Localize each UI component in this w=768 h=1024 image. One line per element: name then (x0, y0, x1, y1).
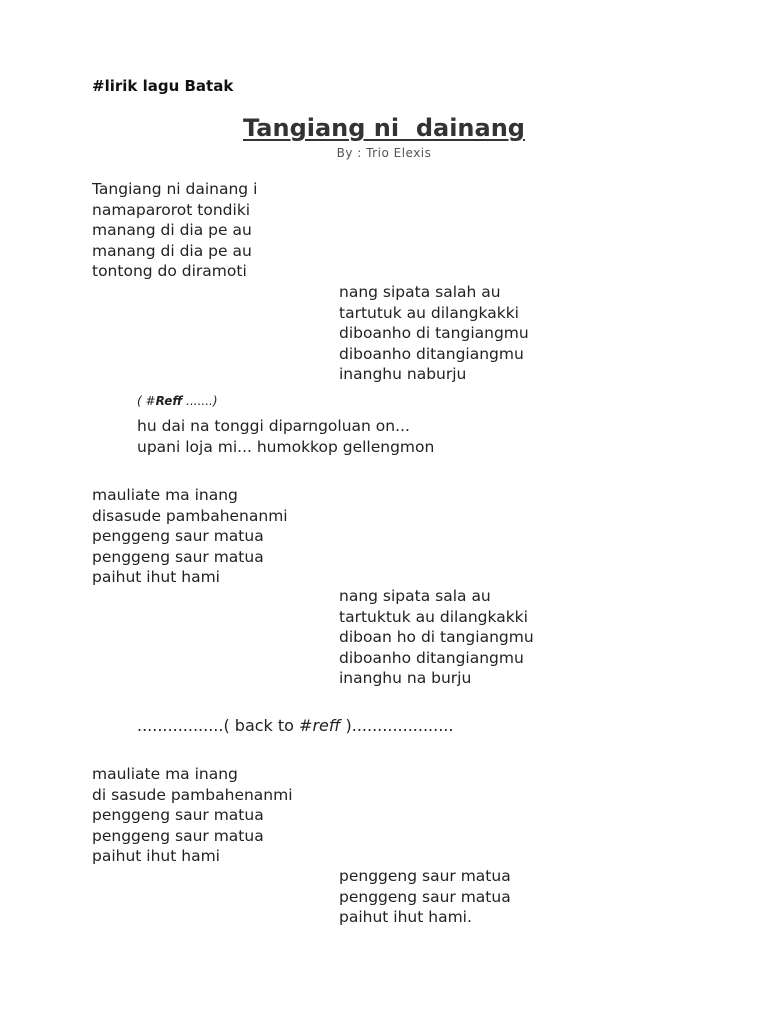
back-to-reff (137, 716, 453, 735)
lyric-line: nang sipata salah au (339, 283, 501, 301)
reff-open: ( # (137, 394, 156, 408)
lyric-line: tartuktuk au dilangkakki (339, 607, 528, 626)
lyric-line: di sasude pambahenanmi (92, 785, 293, 804)
reff-label: Reff (155, 394, 183, 408)
reff (137, 416, 434, 457)
lyric-line: paihut ihut hami (92, 568, 220, 586)
lyric-line: diboanho ditangiangmu (339, 648, 524, 667)
lyric-line: diboanho ditangiangmu (339, 344, 524, 363)
lyric-line: upani loja mi... humokkop gellengmon (137, 437, 435, 456)
byline: By : Trio Elexis (336, 146, 432, 160)
verse-2b (339, 586, 534, 689)
lyric-line: hu dai na tonggi diparngoluan on... (137, 417, 410, 435)
verse-1b (339, 282, 529, 385)
lyric-line: penggeng saur matua (92, 527, 264, 545)
lyric-line: diboanho di tangiangmu (339, 324, 529, 342)
lyric-line: nang sipata sala au (339, 587, 491, 605)
verse-1 (92, 179, 257, 282)
lyric-line: penggeng saur matua (92, 547, 264, 566)
lyric-line: mauliate ma inang (92, 765, 238, 783)
lyric-line: tartutuk au dilangkakki (339, 303, 519, 322)
lyric-line: penggeng saur matua (92, 826, 264, 845)
lyric-line: inanghu na burju (339, 669, 472, 687)
reff-dots: .......) (182, 394, 218, 408)
song-title-text: Tangiang ni dainang (243, 114, 525, 142)
lyric-line: Tangiang ni dainang i (92, 180, 258, 198)
lyric-line: paihut ihut hami. (339, 908, 472, 926)
lyric-line: manang di dia pe au (92, 241, 252, 260)
lyric-line: penggeng saur matua (339, 887, 511, 906)
back-before: .................( back to (137, 716, 300, 735)
verse-3b (339, 866, 511, 928)
verse-3 (92, 764, 293, 867)
lyric-line: diboan ho di tangiangmu (339, 628, 534, 646)
back-reff-label: #reff (299, 716, 341, 735)
lyric-line: namaparorot tondiki (92, 200, 251, 219)
song-title (0, 114, 768, 142)
verse-2 (92, 485, 288, 588)
lyric-line: disasude pambahenanmi (92, 506, 288, 525)
lyric-line: manang di dia pe au (92, 221, 252, 239)
lyric-line: inanghu naburju (339, 365, 467, 383)
lyric-line: penggeng saur matua (339, 867, 511, 885)
document-tag: #lirik lagu Batak (92, 77, 234, 95)
lyric-line: penggeng saur matua (92, 806, 264, 824)
lyric-line: paihut ihut hami (92, 847, 220, 865)
reff-heading (137, 394, 218, 408)
back-after: ).................... (340, 716, 454, 735)
lyric-line: tontong do diramoti (92, 262, 247, 280)
lyric-line: mauliate ma inang (92, 486, 238, 504)
